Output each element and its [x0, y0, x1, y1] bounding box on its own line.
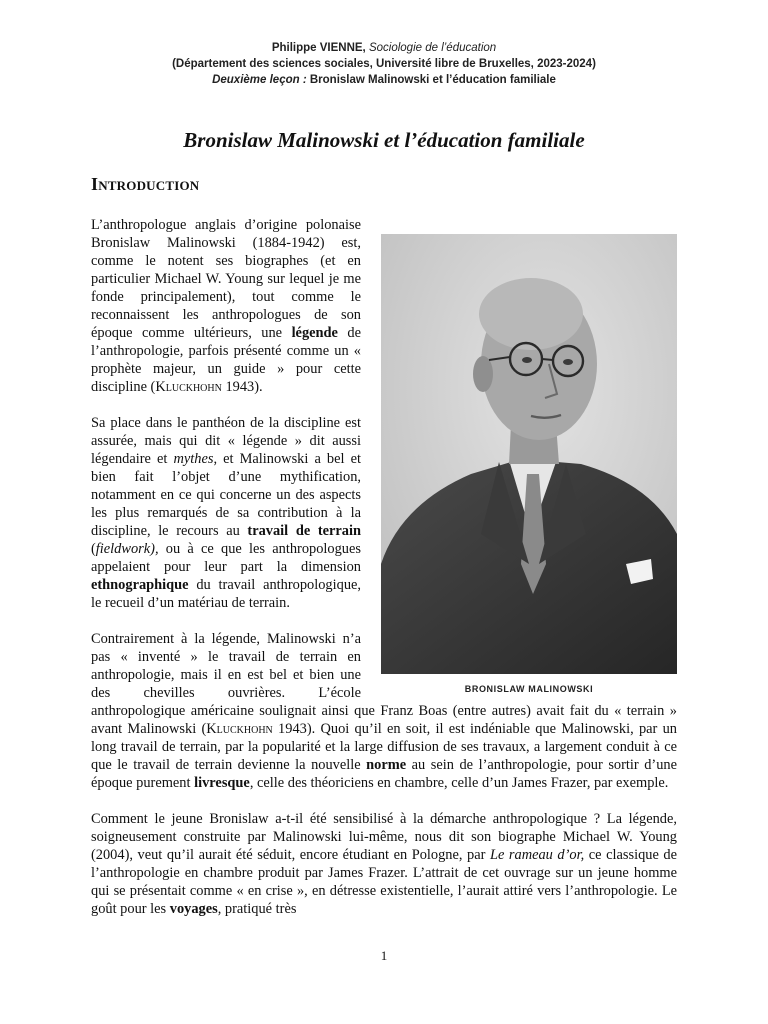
header-line-department: (Département des sciences sociales, Université libre de Bruxelles, 2023-2024)	[172, 58, 596, 70]
portrait-figure	[381, 234, 677, 698]
paragraph-3: Contrairement à la légende, Malinowski n’a pas « inventé » le travail de terrain en anthropologie, mais il en est bel et bien une des chevilles ouvrières. L’école anthropologique américaine soulignait ainsi que Franz Boas (entre autres) avait fait du « terrain » avant Malinowski (Kluckhohn 1943). Quoi qu’il en soit, il est indéniable que Malinowski, par un long travail de terrain, par la popularité et la large diffusion de ses travaux, a largement conduit à ce que le travail de terrain devienne la nouvelle norme au sein de l’anthropologie, pour sortir d’une époque purement livresque, celle des théoriciens en chambre, celle d’un James Frazer, par exemple.	[91, 631, 677, 791]
header-line-lesson: Deuxième leçon : Bronislaw Malinowski et l’éducation familiale	[212, 74, 556, 86]
portrait-image	[381, 234, 677, 674]
header-line-author: Philippe VIENNE, Sociologie de l’éducation	[271, 42, 497, 54]
document-header	[0, 40, 768, 88]
body-text	[91, 216, 677, 936]
page-number: 1	[380, 948, 388, 963]
portrait-photo	[381, 234, 677, 674]
portrait-caption: BRONISLAW MALINOWSKI	[464, 684, 594, 694]
paragraph-4: Comment le jeune Bronislaw a-t-il été sensibilisé à la démarche anthropologique ? La légende, soigneusement construite par Malinowski lui-même, nous dit son biographe Michael W. Young (2004), veut qu’il aurait été séduit, encore étudiant en Pologne, par Le rameau d’or, ce classique de l’anthropologie en chambre produit par James Frazer. L’attrait de cet ouvrage sur un jeune homme qui se présentait comme « en crise », en détresse existentielle, l’aurait attiré vers l’anthropologie. Le goût pour les voyages, pratiqué très	[91, 811, 678, 917]
paragraph-2: Sa place dans le panthéon de la discipline est assurée, mais qui dit « légende » dit aussi légendaire et mythes, et Malinowski a bel et bien fait l’objet d’une mythification, notamment en ce qui concerne un des aspects les plus remarqués de sa contribution à la discipline, le recours au travail de terrain (fieldwork), ou à ce que les anthropologues appelaient pour leur part la dimension ethnographique du travail anthropologique, le recueil d’un matériau de terrain.	[91, 415, 361, 611]
paragraph-1: L’anthropologue anglais d’origine polonaise Bronislaw Malinowski (1884-1942) est, comme le notent ses biographes (et en particulier Michael W. Young sur lequel je me fonde principalement), tout comme le reconnaissent les anthropologues de son époque comme ultérieurs, une légende de l’anthropologie, parfois présenté comme un « prophète majeur, un guide » pour cette discipline (Kluckhohn 1943).	[91, 217, 361, 395]
section-heading: Introduction	[91, 174, 200, 194]
document-title: Bronislaw Malinowski et l’éducation familiale	[183, 128, 585, 152]
